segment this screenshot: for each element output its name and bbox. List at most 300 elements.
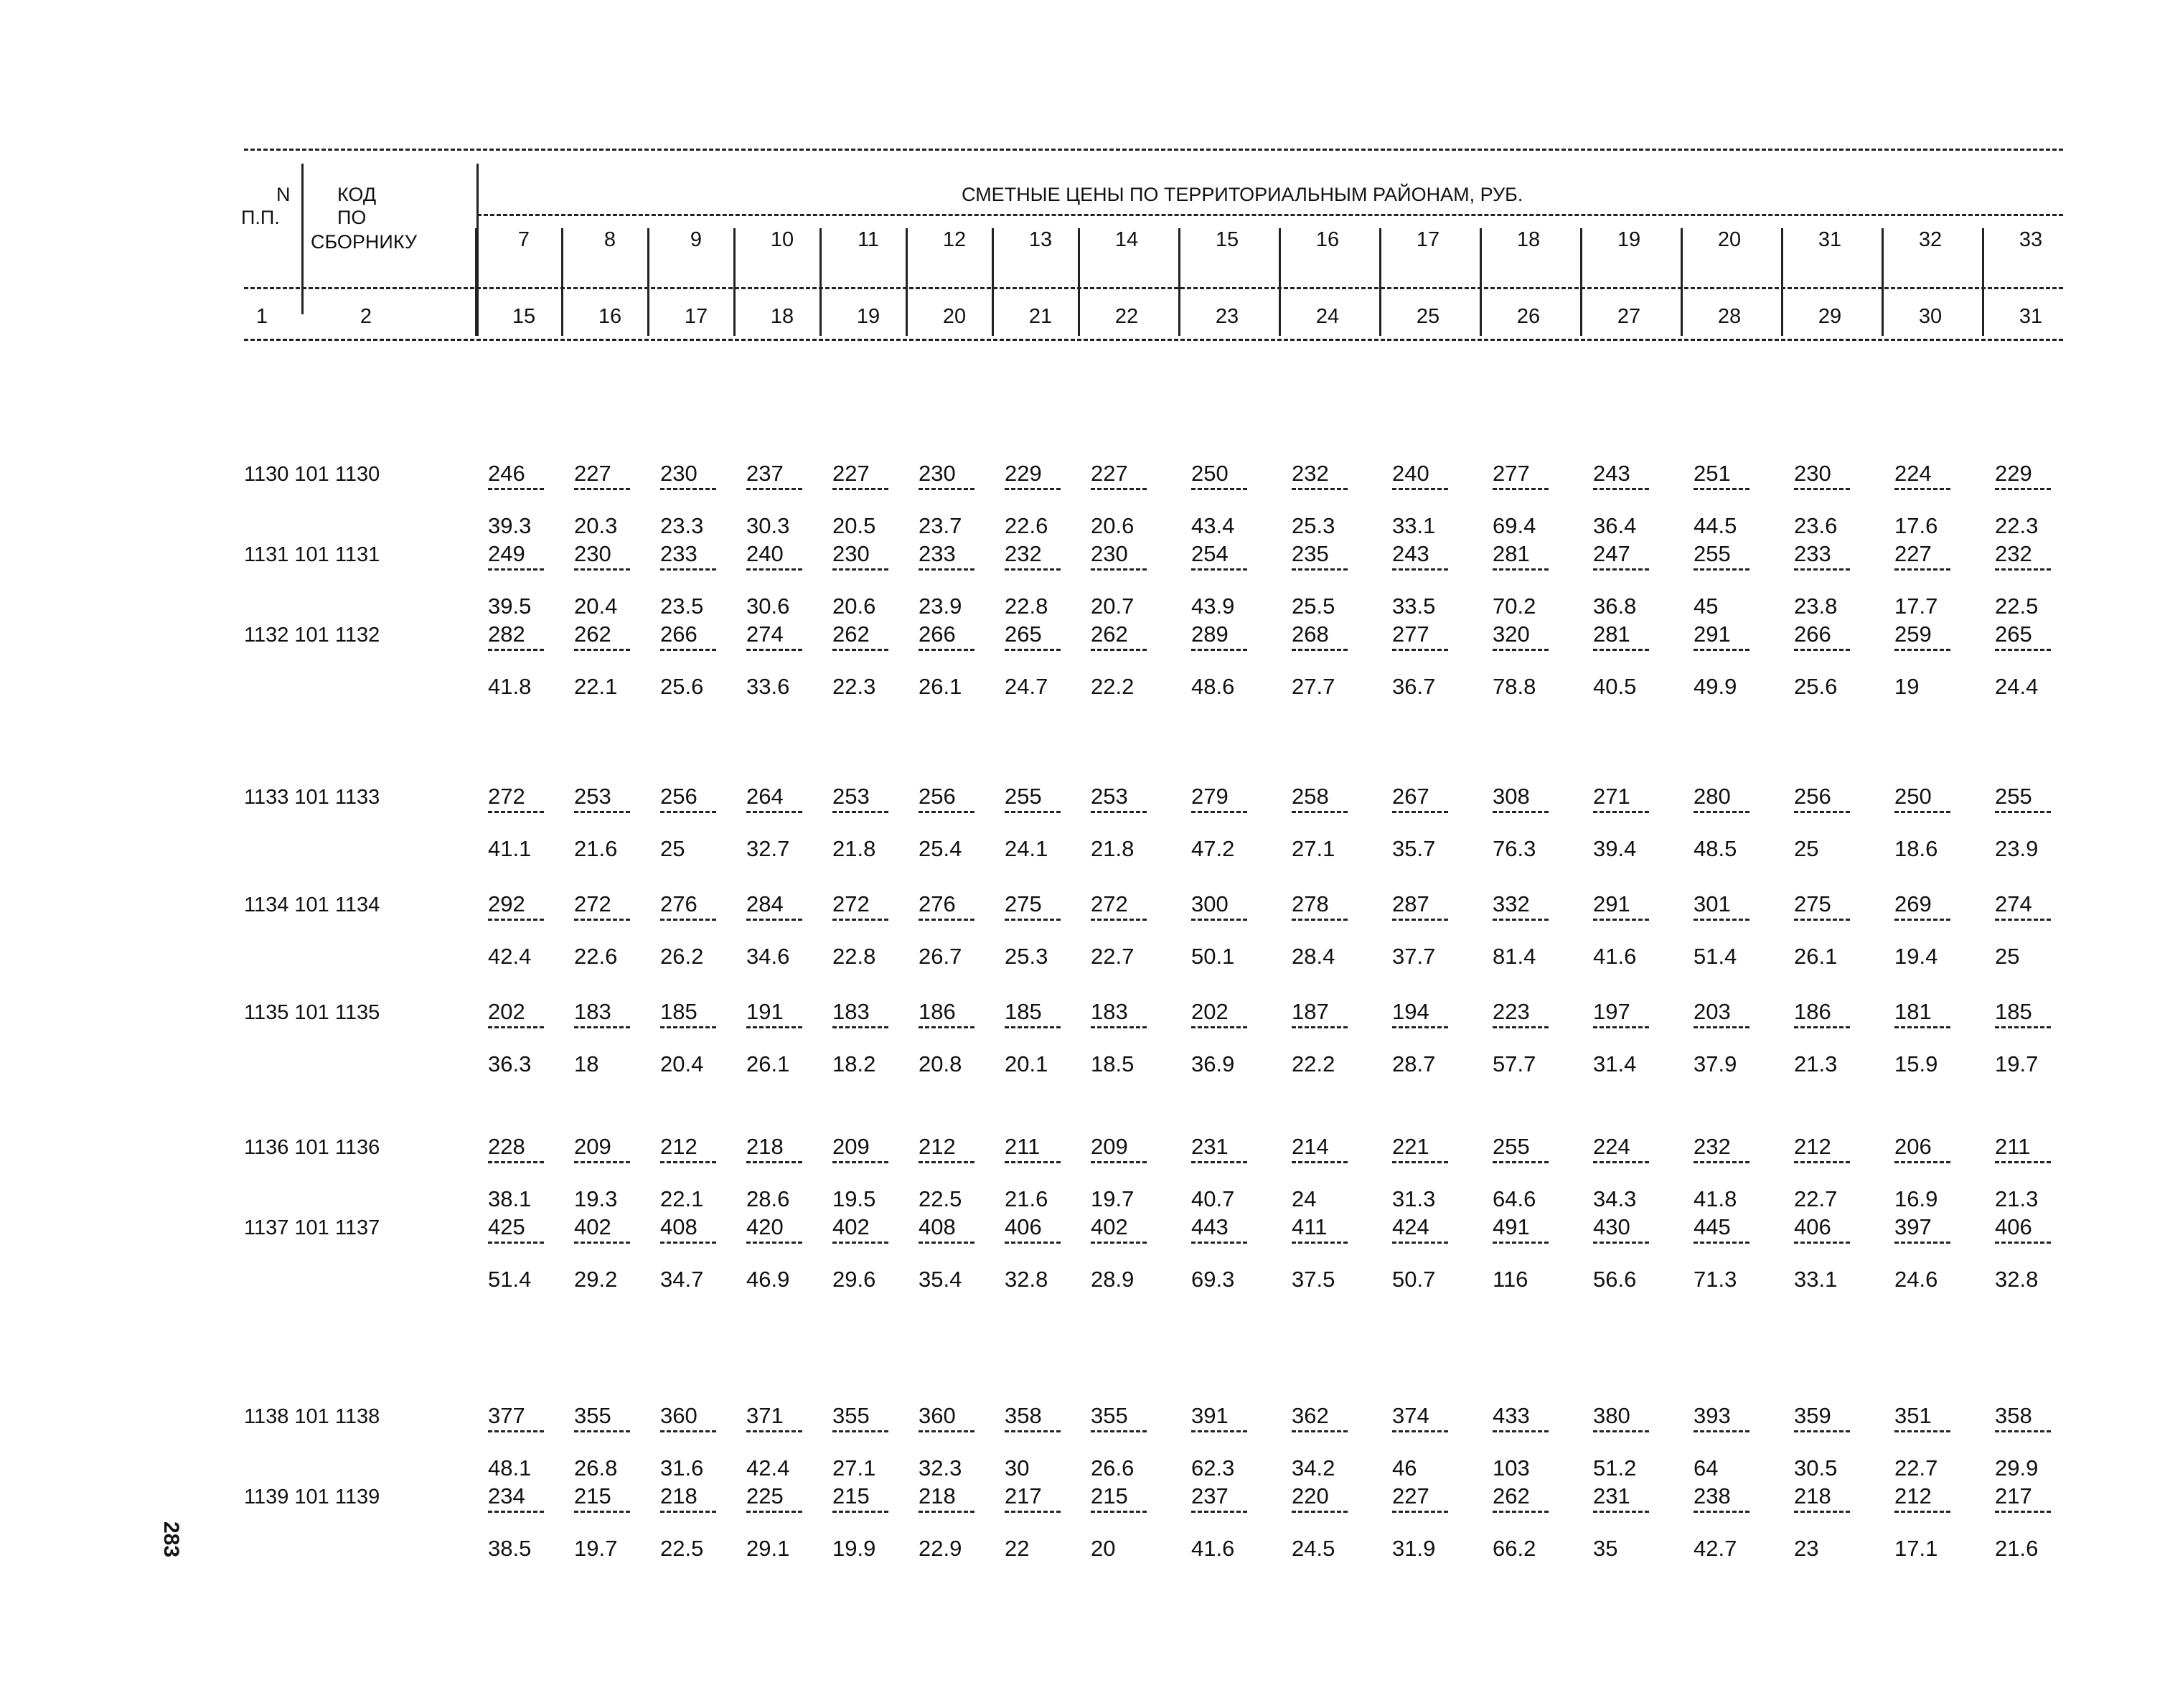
- price-cell: [1292, 891, 1376, 970]
- fraction-line: [574, 488, 630, 492]
- price-cell: [488, 541, 573, 619]
- price-value: 183: [574, 999, 611, 1024]
- price-cell: [746, 999, 831, 1077]
- region-header: 31: [1818, 228, 1842, 251]
- price-value: 425: [488, 1214, 525, 1239]
- column-index: 27: [1617, 305, 1641, 328]
- sub-value: 69.3: [1191, 1267, 1235, 1292]
- price-cell: [574, 1403, 659, 1481]
- price-value: 237: [1191, 1483, 1229, 1508]
- sub-value: 43.9: [1191, 593, 1235, 619]
- price-cell: [1593, 891, 1678, 970]
- region-header: 13: [1028, 228, 1053, 251]
- price-value: 443: [1191, 1214, 1229, 1239]
- price-cell: [832, 541, 917, 619]
- sub-value: 51.2: [1593, 1455, 1637, 1481]
- row-code: 1130 101 1130: [244, 463, 380, 486]
- fraction-line: [1995, 1161, 2051, 1165]
- fraction-line: [1794, 919, 1850, 922]
- column-index: 25: [1416, 305, 1440, 328]
- price-cell: [1593, 1403, 1678, 1481]
- price-cell: [1191, 784, 1276, 862]
- sub-value: 34.7: [660, 1267, 704, 1292]
- sub-value: 32.3: [919, 1455, 962, 1481]
- price-value: 269: [1894, 891, 1932, 916]
- sub-value: 39.3: [488, 513, 532, 538]
- sub-value: 45: [1694, 593, 1719, 619]
- fraction-line: [660, 488, 716, 492]
- price-cell: [746, 621, 831, 700]
- fraction-line: [574, 811, 630, 815]
- fraction-line: [1694, 488, 1749, 492]
- column-index: 20: [942, 305, 967, 328]
- fraction-line: [488, 1511, 544, 1514]
- index-n: 1: [255, 305, 268, 328]
- column-index: 29: [1818, 305, 1842, 328]
- fraction-line: [1392, 1242, 1448, 1245]
- price-cell: [1392, 784, 1477, 862]
- sub-value: 78.8: [1493, 674, 1536, 699]
- price-cell: [1191, 461, 1276, 539]
- header-title: СМЕТНЫЕ ЦЕНЫ ПО ТЕРРИТОРИАЛЬНЫМ РАЙОНАМ, РУБ.: [962, 184, 1523, 205]
- fraction-line: [1191, 1161, 1247, 1165]
- price-cell: [746, 1403, 831, 1481]
- fraction-line: [660, 1026, 716, 1030]
- sub-value: 29.2: [574, 1267, 618, 1292]
- sub-value: 23.3: [660, 513, 704, 538]
- price-value: 230: [1794, 461, 1831, 486]
- price-value: 237: [746, 461, 784, 486]
- price-value: 355: [574, 1403, 611, 1428]
- sub-value: 27.1: [832, 1455, 876, 1481]
- fraction-line: [660, 1430, 716, 1434]
- price-value: 183: [832, 999, 870, 1024]
- sub-value: 36.4: [1593, 513, 1637, 538]
- price-cell: [574, 541, 659, 619]
- fraction-line: [1091, 1430, 1147, 1434]
- sub-value: 23.6: [1794, 513, 1838, 538]
- price-cell: [1292, 621, 1376, 700]
- sub-value: 20.1: [1005, 1051, 1048, 1076]
- price-cell: [1593, 1214, 1678, 1292]
- price-cell: [1091, 1483, 1175, 1562]
- fraction-line: [1694, 568, 1749, 572]
- fraction-line: [660, 1242, 716, 1245]
- row-code: 1137 101 1137: [244, 1216, 380, 1239]
- sub-value: 41.6: [1191, 1536, 1235, 1561]
- price-cell: [1191, 1214, 1276, 1292]
- fraction-line: [1694, 1242, 1749, 1245]
- price-value: 256: [919, 784, 956, 809]
- price-value: 255: [1995, 784, 2032, 809]
- sub-value: 23.5: [660, 593, 704, 619]
- fraction-line: [488, 568, 544, 572]
- price-cell: [1292, 1134, 1376, 1212]
- fraction-line: [1005, 1026, 1061, 1030]
- column-index: 18: [770, 305, 794, 328]
- price-value: 265: [1005, 621, 1042, 647]
- fraction-line: [1292, 1511, 1348, 1514]
- sub-value: 33.1: [1392, 513, 1436, 538]
- price-cell: [1091, 621, 1175, 700]
- price-value: 228: [488, 1134, 525, 1159]
- region-header: 7: [517, 228, 530, 251]
- price-value: 355: [1091, 1403, 1128, 1428]
- price-cell: [1005, 1483, 1089, 1562]
- price-cell: [488, 621, 573, 700]
- sub-value: 31.4: [1593, 1051, 1637, 1076]
- region-header: 14: [1114, 228, 1139, 251]
- price-cell: [919, 784, 1003, 862]
- price-value: 408: [919, 1214, 956, 1239]
- price-value: 391: [1191, 1403, 1229, 1428]
- price-value: 282: [488, 621, 525, 647]
- price-cell: [746, 1214, 831, 1292]
- fraction-line: [1794, 1026, 1850, 1030]
- fraction-line: [1694, 1026, 1749, 1030]
- fraction-line: [574, 568, 630, 572]
- sub-value: 25.6: [660, 674, 704, 699]
- sub-value: 116: [1493, 1267, 1528, 1292]
- sub-value: 32.8: [1005, 1267, 1048, 1292]
- sub-value: 20: [1091, 1536, 1116, 1561]
- sub-value: 48.5: [1694, 836, 1737, 861]
- sub-value: 62.3: [1191, 1455, 1235, 1481]
- column-separator: [1580, 228, 1582, 336]
- price-cell: [1593, 541, 1678, 619]
- column-separator: [1681, 228, 1683, 336]
- price-value: 246: [488, 461, 525, 486]
- price-value: 276: [919, 891, 956, 916]
- fraction-line: [1392, 1430, 1448, 1434]
- price-cell: [1191, 1134, 1276, 1212]
- price-cell: [1292, 1214, 1376, 1292]
- column-separator: [1982, 228, 1984, 336]
- fraction-line: [1005, 811, 1061, 815]
- price-value: 277: [1392, 621, 1429, 647]
- sub-value: 19.7: [1995, 1051, 2039, 1076]
- price-value: 281: [1493, 541, 1530, 566]
- fraction-line: [660, 919, 716, 922]
- sub-value: 69.4: [1493, 513, 1536, 538]
- price-cell: [1894, 621, 1979, 700]
- fraction-line: [1191, 649, 1247, 652]
- fraction-line: [1694, 1430, 1749, 1434]
- fraction-line: [1392, 488, 1448, 492]
- price-value: 256: [1794, 784, 1831, 809]
- sub-value: 20.7: [1091, 593, 1135, 619]
- region-header: 12: [942, 228, 967, 251]
- sub-value: 17.7: [1894, 593, 1938, 619]
- price-value: 362: [1292, 1403, 1329, 1428]
- price-value: 227: [1091, 461, 1128, 486]
- price-value: 227: [574, 461, 611, 486]
- fraction-line: [1392, 811, 1448, 815]
- price-value: 238: [1694, 1483, 1731, 1508]
- fraction-line: [1392, 1511, 1448, 1514]
- price-value: 229: [1995, 461, 2032, 486]
- fraction-line: [919, 919, 974, 922]
- price-cell: [1794, 999, 1879, 1077]
- fraction-line: [1593, 1161, 1649, 1165]
- price-cell: [1894, 891, 1979, 970]
- sub-value: 21.6: [1005, 1186, 1048, 1211]
- price-value: 215: [574, 1483, 611, 1508]
- fraction-line: [1091, 919, 1147, 922]
- fraction-line: [1005, 1161, 1061, 1165]
- price-value: 268: [1292, 621, 1329, 647]
- price-value: 186: [1794, 999, 1831, 1024]
- sub-value: 28.6: [746, 1186, 790, 1211]
- fraction-line: [1794, 1161, 1850, 1165]
- sub-value: 16.9: [1894, 1186, 1938, 1211]
- price-cell: [1493, 891, 1577, 970]
- sub-value: 21.3: [1995, 1186, 2039, 1211]
- price-value: 253: [832, 784, 870, 809]
- sub-value: 70.2: [1493, 593, 1536, 619]
- fraction-line: [1995, 1026, 2051, 1030]
- price-cell: [574, 784, 659, 862]
- sub-value: 19: [1894, 674, 1920, 699]
- fraction-line: [1292, 568, 1348, 572]
- sub-value: 27.1: [1292, 836, 1335, 861]
- price-value: 218: [660, 1483, 698, 1508]
- price-value: 218: [919, 1483, 956, 1508]
- fraction-line: [1091, 649, 1147, 652]
- price-value: 374: [1392, 1403, 1429, 1428]
- price-cell: [919, 541, 1003, 619]
- price-value: 251: [1694, 461, 1731, 486]
- price-value: 211: [1005, 1134, 1041, 1159]
- price-value: 220: [1292, 1483, 1329, 1508]
- price-value: 209: [1091, 1134, 1128, 1159]
- sub-value: 22.7: [1794, 1186, 1838, 1211]
- fraction-line: [660, 1161, 716, 1165]
- sub-value: 32.8: [1995, 1267, 2039, 1292]
- price-cell: [1292, 1403, 1376, 1481]
- sub-value: 34.6: [746, 944, 790, 969]
- price-cell: [1191, 621, 1276, 700]
- price-value: 224: [1593, 1134, 1630, 1159]
- sub-value: 21.8: [1091, 836, 1135, 861]
- price-value: 291: [1694, 621, 1731, 647]
- fraction-line: [660, 568, 716, 572]
- price-value: 291: [1593, 891, 1630, 916]
- price-value: 211: [1995, 1134, 2031, 1159]
- header-code: КОД: [337, 184, 377, 205]
- fraction-line: [1794, 649, 1850, 652]
- sub-value: 43.4: [1191, 513, 1235, 538]
- region-header: 17: [1416, 228, 1440, 251]
- price-cell: [1995, 541, 2080, 619]
- price-cell: [832, 784, 917, 862]
- price-cell: [1794, 621, 1879, 700]
- fraction-line: [488, 811, 544, 815]
- sub-value: 64: [1694, 1455, 1719, 1481]
- price-value: 402: [832, 1214, 870, 1239]
- price-value: 275: [1005, 891, 1042, 916]
- fraction-line: [832, 488, 888, 492]
- price-value: 393: [1694, 1403, 1731, 1428]
- price-value: 351: [1894, 1403, 1932, 1428]
- header-mid-rule: [477, 214, 2063, 216]
- column-separator: [733, 228, 736, 336]
- price-cell: [1493, 784, 1577, 862]
- fraction-line: [1292, 919, 1348, 922]
- price-cell: [1694, 1483, 1778, 1562]
- sub-value: 29.9: [1995, 1455, 2039, 1481]
- price-cell: [1995, 1403, 2080, 1481]
- price-value: 224: [1894, 461, 1932, 486]
- sub-value: 23.7: [919, 513, 962, 538]
- price-cell: [919, 1483, 1003, 1562]
- sub-value: 30.5: [1794, 1455, 1838, 1481]
- price-cell: [919, 1134, 1003, 1212]
- fraction-line: [746, 488, 802, 492]
- price-value: 230: [832, 541, 870, 566]
- sub-value: 35: [1593, 1536, 1618, 1561]
- price-cell: [746, 541, 831, 619]
- fraction-line: [1191, 568, 1247, 572]
- price-cell: [1794, 461, 1879, 539]
- price-value: 355: [832, 1403, 870, 1428]
- price-cell: [1694, 1214, 1778, 1292]
- sub-value: 37.5: [1292, 1267, 1335, 1292]
- sub-value: 22.5: [1995, 593, 2039, 619]
- fraction-line: [1995, 1430, 2051, 1434]
- price-value: 402: [574, 1214, 611, 1239]
- price-cell: [1995, 1214, 2080, 1292]
- sub-value: 33.1: [1794, 1267, 1838, 1292]
- price-cell: [1191, 999, 1276, 1077]
- price-cell: [1694, 461, 1778, 539]
- price-value: 233: [1794, 541, 1831, 566]
- region-header: 16: [1315, 228, 1340, 251]
- sub-value: 34.2: [1292, 1455, 1335, 1481]
- price-value: 218: [1794, 1483, 1831, 1508]
- fraction-line: [1794, 568, 1850, 572]
- sub-value: 18: [574, 1051, 599, 1076]
- price-cell: [1894, 1214, 1979, 1292]
- price-cell: [1995, 999, 2080, 1077]
- fraction-line: [1593, 1026, 1649, 1030]
- fraction-line: [1091, 1242, 1147, 1245]
- price-value: 255: [1694, 541, 1731, 566]
- price-value: 259: [1894, 621, 1932, 647]
- price-cell: [919, 891, 1003, 970]
- fraction-line: [1593, 811, 1649, 815]
- price-cell: [574, 461, 659, 539]
- price-value: 262: [1091, 621, 1128, 647]
- fraction-line: [832, 649, 888, 652]
- fraction-line: [746, 1161, 802, 1165]
- sub-value: 18.5: [1091, 1051, 1135, 1076]
- price-cell: [1894, 1403, 1979, 1481]
- fraction-line: [1091, 568, 1147, 572]
- price-cell: [1091, 541, 1175, 619]
- sub-value: 24.4: [1995, 674, 2039, 699]
- price-value: 265: [1995, 621, 2032, 647]
- fraction-line: [919, 568, 974, 572]
- price-value: 377: [488, 1403, 525, 1428]
- fraction-line: [1493, 649, 1549, 652]
- price-value: 186: [919, 999, 956, 1024]
- sub-value: 30: [1005, 1455, 1030, 1481]
- price-cell: [1191, 1403, 1276, 1481]
- sub-value: 26.1: [1794, 944, 1838, 969]
- region-header: 15: [1215, 228, 1239, 251]
- sub-value: 39.4: [1593, 836, 1637, 861]
- fraction-line: [919, 488, 974, 492]
- region-header: 19: [1617, 228, 1641, 251]
- price-cell: [1794, 1134, 1879, 1212]
- price-cell: [1091, 1134, 1175, 1212]
- fraction-line: [1493, 919, 1549, 922]
- sub-value: 38.5: [488, 1536, 532, 1561]
- fraction-line: [1593, 1430, 1649, 1434]
- fraction-line: [1005, 1430, 1061, 1434]
- price-cell: [746, 1134, 831, 1212]
- fraction-line: [574, 1430, 630, 1434]
- price-value: 278: [1292, 891, 1329, 916]
- price-cell: [488, 1403, 573, 1481]
- price-value: 206: [1894, 1134, 1932, 1159]
- price-value: 197: [1593, 999, 1630, 1024]
- column-index: 22: [1114, 305, 1139, 328]
- price-cell: [1493, 1483, 1577, 1562]
- fraction-line: [1091, 1511, 1147, 1514]
- fraction-line: [1995, 1242, 2051, 1245]
- price-value: 280: [1694, 784, 1731, 809]
- price-value: 183: [1091, 999, 1128, 1024]
- price-cell: [1694, 541, 1778, 619]
- fraction-line: [1995, 568, 2051, 572]
- price-value: 256: [660, 784, 698, 809]
- sub-value: 22.2: [1091, 674, 1135, 699]
- price-cell: [1995, 621, 2080, 700]
- sub-value: 22.9: [919, 1536, 962, 1561]
- price-value: 420: [746, 1214, 784, 1239]
- price-value: 209: [832, 1134, 870, 1159]
- price-value: 266: [1794, 621, 1831, 647]
- sub-value: 35.7: [1392, 836, 1436, 861]
- price-cell: [1091, 1214, 1175, 1292]
- column-separator: [1480, 228, 1482, 336]
- price-value: 262: [574, 621, 611, 647]
- header-code-sbornik: СБОРНИКУ: [311, 231, 418, 253]
- sub-value: 18.2: [832, 1051, 876, 1076]
- price-value: 243: [1593, 461, 1630, 486]
- fraction-line: [1593, 488, 1649, 492]
- price-value: 284: [746, 891, 784, 916]
- price-cell: [919, 1403, 1003, 1481]
- sub-value: 29.6: [832, 1267, 876, 1292]
- price-cell: [1794, 891, 1879, 970]
- price-cell: [1995, 891, 2080, 970]
- fraction-line: [574, 1026, 630, 1030]
- sub-value: 41.1: [488, 836, 532, 861]
- sub-value: 41.8: [1694, 1186, 1737, 1211]
- sub-value: 36.9: [1191, 1051, 1235, 1076]
- price-cell: [488, 1483, 573, 1562]
- price-value: 408: [660, 1214, 698, 1239]
- sub-value: 41.6: [1593, 944, 1637, 969]
- row-code: 1136 101 1136: [244, 1136, 380, 1159]
- price-value: 255: [1493, 1134, 1530, 1159]
- fraction-line: [1191, 811, 1247, 815]
- sub-value: 46: [1392, 1455, 1417, 1481]
- price-cell: [660, 461, 745, 539]
